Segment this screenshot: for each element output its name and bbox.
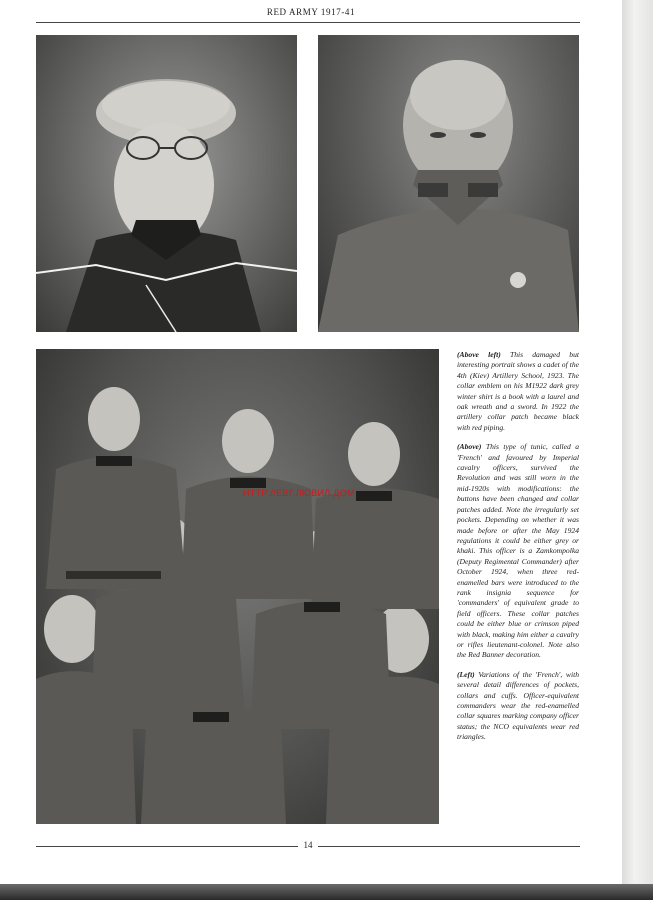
caption-above-left (457, 350, 579, 433)
caption-body: This damaged but interesting portrait shows a cadet of the 4th (Kiev) Artillery School, 1923. The collar emblem on his M1922 dark grey winter shirt is a book with a laurel and oak wreath and a sword. In 1922 the artillery collar patch became black with red piping. (457, 350, 579, 432)
page-number: 14 (303, 840, 313, 850)
header-rule (36, 22, 580, 23)
caption-body: Variations of the 'French', with several detail differences of pockets, collars and cuffs. Officer-equivalent commanders wear the red-enamelled collar squares marking company officer status; the NCO equivalents wear red triangles. (457, 669, 579, 742)
footer-rule-left (36, 846, 298, 847)
cadet-portrait-image (36, 35, 297, 332)
caption-lead: (Above left) (457, 350, 501, 359)
caption-body: This type of tunic, called a 'French' and favoured by Imperial cavalry officers, survived the Revolution and was still worn in the mid-1920s with modifications: the buttons have been changed and collar patches added. Note the irregularly set pockets. Depending on whether it was made before or after the May 1924 regulations it could be either grey or khaki. This officer is a Zamkompolka (Deputy Regimental Commander) after October 1924, when three red-enamelled bars were introduced to the rank insignia sequence for 'commanders' of equivalent grade to field officers. These collar patches could be either blue or crimson piped with black, making him either a cavalry or rifles lieutenant-colonel. Note also the Red Banner decoration. (457, 442, 579, 660)
caption-left (457, 670, 579, 743)
caption-lead: (Left) (457, 669, 475, 679)
officer-portrait-image (318, 35, 579, 332)
footer-rule-right (318, 846, 580, 847)
watermark-text: HTTP://ЕВГ.ЛЮВИЛ.ДОМ (243, 488, 355, 498)
page-edge (622, 0, 653, 884)
photo-cadet-portrait (36, 35, 297, 332)
caption-above (457, 442, 579, 661)
photo-officer-portrait (318, 35, 579, 332)
scan-border (0, 884, 653, 900)
photo-group-of-soldiers (36, 349, 439, 824)
caption-lead: (Above) (457, 442, 482, 452)
caption-column (457, 350, 579, 752)
group-photo-image (36, 349, 439, 824)
running-header: RED ARMY 1917-41 (266, 7, 356, 17)
